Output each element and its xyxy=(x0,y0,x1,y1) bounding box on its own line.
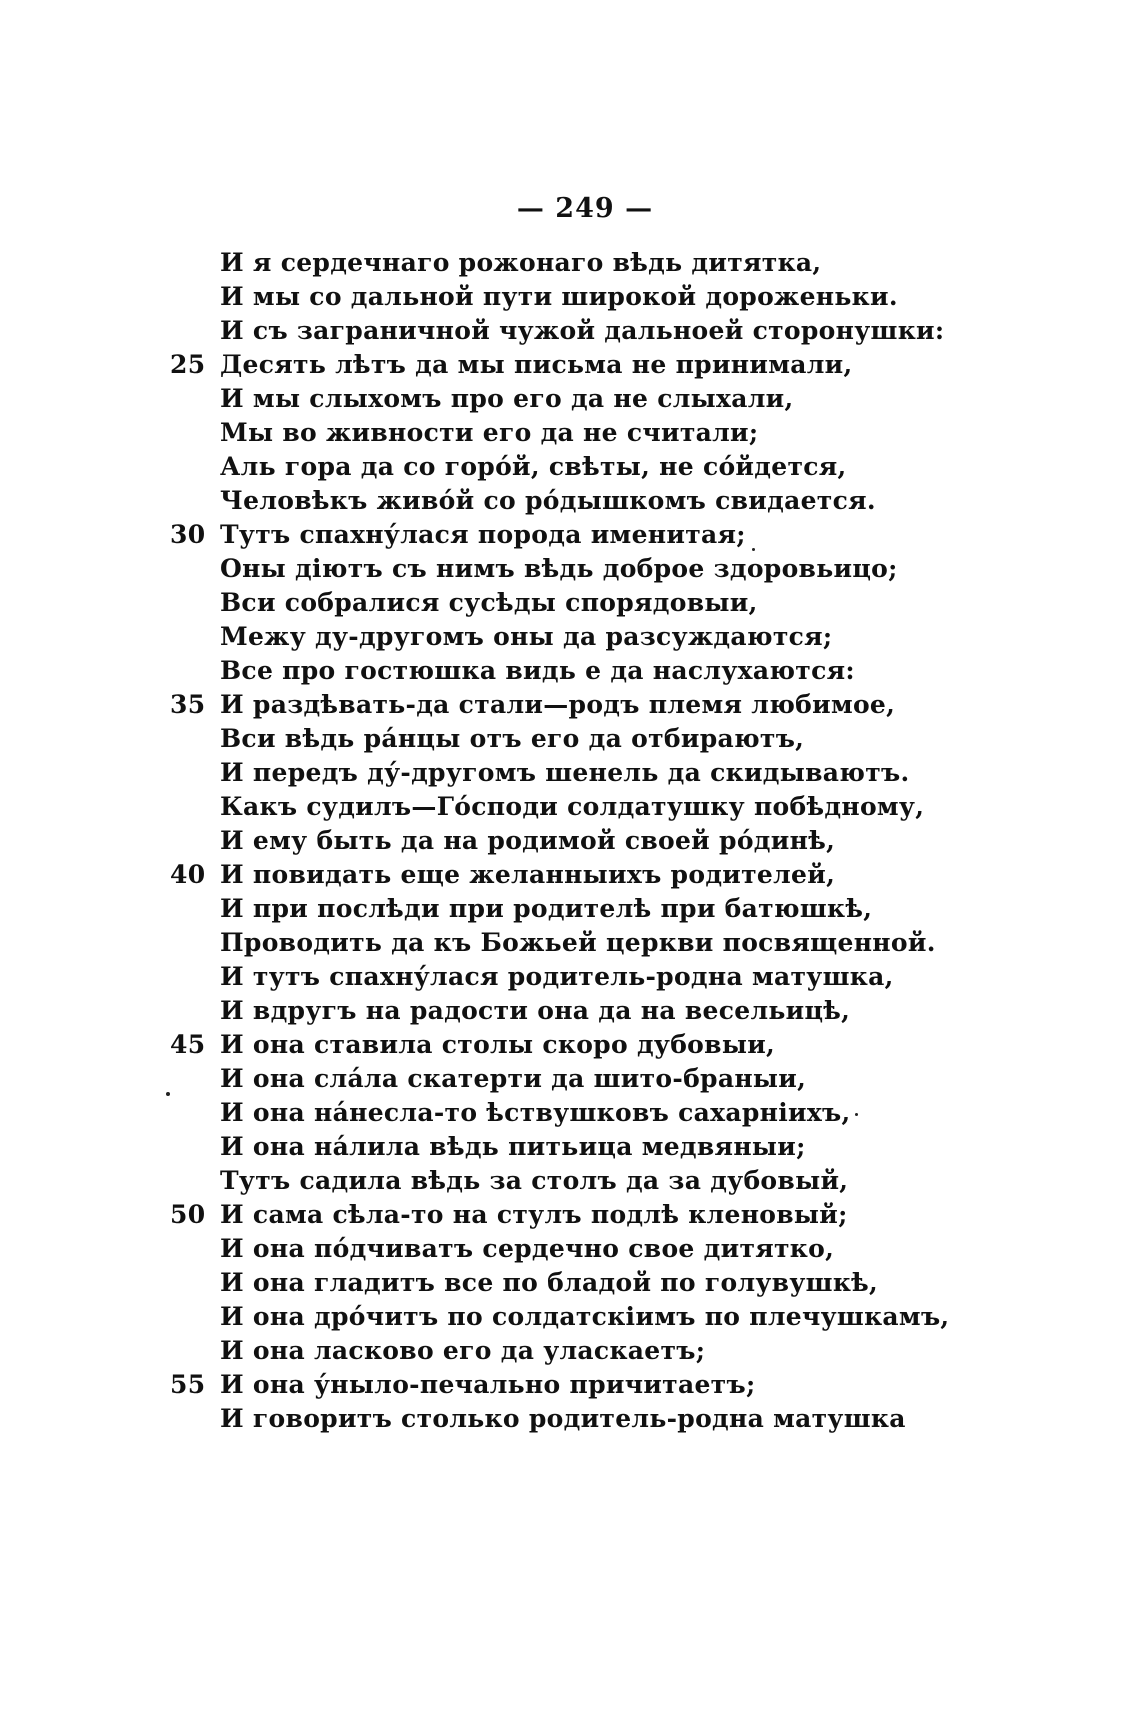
verse-text: Мы во живности его да не считали; xyxy=(220,418,759,447)
verse-text: И ему быть да на родимой своей ро́динѣ, xyxy=(220,826,836,855)
verse-text: И повидать еще желанныихъ родителей, xyxy=(220,860,836,889)
verse-line xyxy=(170,756,1070,790)
verse-text: И мы со дальной пути широкой дороженьки. xyxy=(220,282,898,311)
verse-line xyxy=(170,926,1070,960)
verse-text: И она у́нылo-печально причитаетъ; xyxy=(220,1370,756,1399)
verse-line xyxy=(170,382,1070,416)
line-number: 50 xyxy=(170,1200,206,1229)
verse-line xyxy=(170,1232,1070,1266)
verse-line xyxy=(170,1062,1070,1096)
verse-text: Вси вѣдь ра́нцы отъ его да отбираютъ, xyxy=(220,724,805,753)
verse-block xyxy=(170,246,1070,1436)
verse-text: И при послѣди при родителѣ при батюшкѣ, xyxy=(220,894,873,923)
line-number: 25 xyxy=(170,350,206,379)
verse-text: Межу ду-другомъ оны да разсуждаются; xyxy=(220,622,833,651)
verse-line xyxy=(170,620,1070,654)
verse-line xyxy=(170,1130,1070,1164)
verse-line xyxy=(170,348,1070,382)
verse-text: Тутъ спахну́лася порода именитая; xyxy=(220,520,746,549)
verse-line xyxy=(170,586,1070,620)
line-number: 40 xyxy=(170,860,206,889)
verse-line xyxy=(170,1164,1070,1198)
verse-text: И она по́дчиватъ сердечно свое дитятко, xyxy=(220,1234,835,1263)
verse-line xyxy=(170,824,1070,858)
print-speck xyxy=(166,1092,170,1096)
verse-line xyxy=(170,1368,1070,1402)
print-speck xyxy=(752,548,755,551)
verse-text: Аль гора да со горо́й, свѣты, не со́йдется, xyxy=(220,452,847,481)
verse-text: И мы слыхомъ про его да не слыхали, xyxy=(220,384,794,413)
verse-line xyxy=(170,1028,1070,1062)
verse-text: Все про гостюшка видь е да наслухаются: xyxy=(220,656,855,685)
verse-line xyxy=(170,1402,1070,1436)
verse-text: Человѣкъ живо́й со ро́дышкомъ свидается. xyxy=(220,486,876,515)
verse-line xyxy=(170,416,1070,450)
line-number: 30 xyxy=(170,520,206,549)
verse-line xyxy=(170,552,1070,586)
verse-text: И она гладитъ все по бладой по голувушкѣ, xyxy=(220,1268,879,1297)
verse-line xyxy=(170,722,1070,756)
verse-text: Оны дiютъ съ нимъ вѣдь доброе здоровьицо; xyxy=(220,554,898,583)
line-number: 35 xyxy=(170,690,206,719)
verse-text: И передъ ду́-другомъ шенель да скидываютъ. xyxy=(220,758,910,787)
verse-text: И говоритъ столько родитель-родна матушка xyxy=(220,1404,906,1433)
verse-line xyxy=(170,858,1070,892)
verse-text: Проводить да къ Божьей церкви посвященной. xyxy=(220,928,936,957)
verse-line xyxy=(170,994,1070,1028)
verse-text: И раздѣвать-да стали—родъ племя любимое, xyxy=(220,690,896,719)
verse-line xyxy=(170,790,1070,824)
print-speck xyxy=(855,1113,858,1116)
verse-text: Десять лѣтъ да мы письма не принимали, xyxy=(220,350,853,379)
verse-text: И я сердечнаго рожонаго вѣдь дитятка, xyxy=(220,248,822,277)
verse-line xyxy=(170,518,1070,552)
verse-text: И она сла́ла скатерти да шито-браныи, xyxy=(220,1064,807,1093)
verse-text: И сама сѣла-то на стулъ подлѣ кленовый; xyxy=(220,1200,848,1229)
verse-text: И вдругъ на радости она да на весельицѣ, xyxy=(220,996,851,1025)
verse-line xyxy=(170,1334,1070,1368)
verse-text: И съ заграничной чужой дальноей сторонушки: xyxy=(220,316,945,345)
verse-text: И она на́несла-то ѣствушковъ сахарнiихъ, xyxy=(220,1098,851,1127)
verse-text: Вси собралися сусѣды спорядовыи, xyxy=(220,588,758,617)
verse-line xyxy=(170,484,1070,518)
verse-line xyxy=(170,892,1070,926)
line-number: 45 xyxy=(170,1030,206,1059)
verse-line xyxy=(170,314,1070,348)
verse-text: И тутъ спахну́лася родитель-родна матушка, xyxy=(220,962,894,991)
verse-text: И она ставила столы скоро дубовыи, xyxy=(220,1030,776,1059)
line-number: 55 xyxy=(170,1370,206,1399)
verse-line xyxy=(170,1096,1070,1130)
verse-line xyxy=(170,1266,1070,1300)
verse-line xyxy=(170,1198,1070,1232)
verse-line xyxy=(170,450,1070,484)
verse-line xyxy=(170,960,1070,994)
verse-text: И она на́лила вѣдь питьица медвяныи; xyxy=(220,1132,806,1161)
verse-line xyxy=(170,654,1070,688)
verse-text: Тутъ садила вѣдь за столъ да за дубовый, xyxy=(220,1166,849,1195)
page-number: — 249 — xyxy=(516,193,654,224)
verse-line xyxy=(170,1300,1070,1334)
verse-line xyxy=(170,688,1070,722)
verse-text: Какъ судилъ—Го́споди солдатушку побѣдному, xyxy=(220,792,925,821)
verse-text: И она дро́читъ по солдатскiимъ по плечушкамъ, xyxy=(220,1302,950,1331)
verse-line xyxy=(170,280,1070,314)
verse-line xyxy=(170,246,1070,280)
verse-text: И она ласково его да уласкаетъ; xyxy=(220,1336,706,1365)
